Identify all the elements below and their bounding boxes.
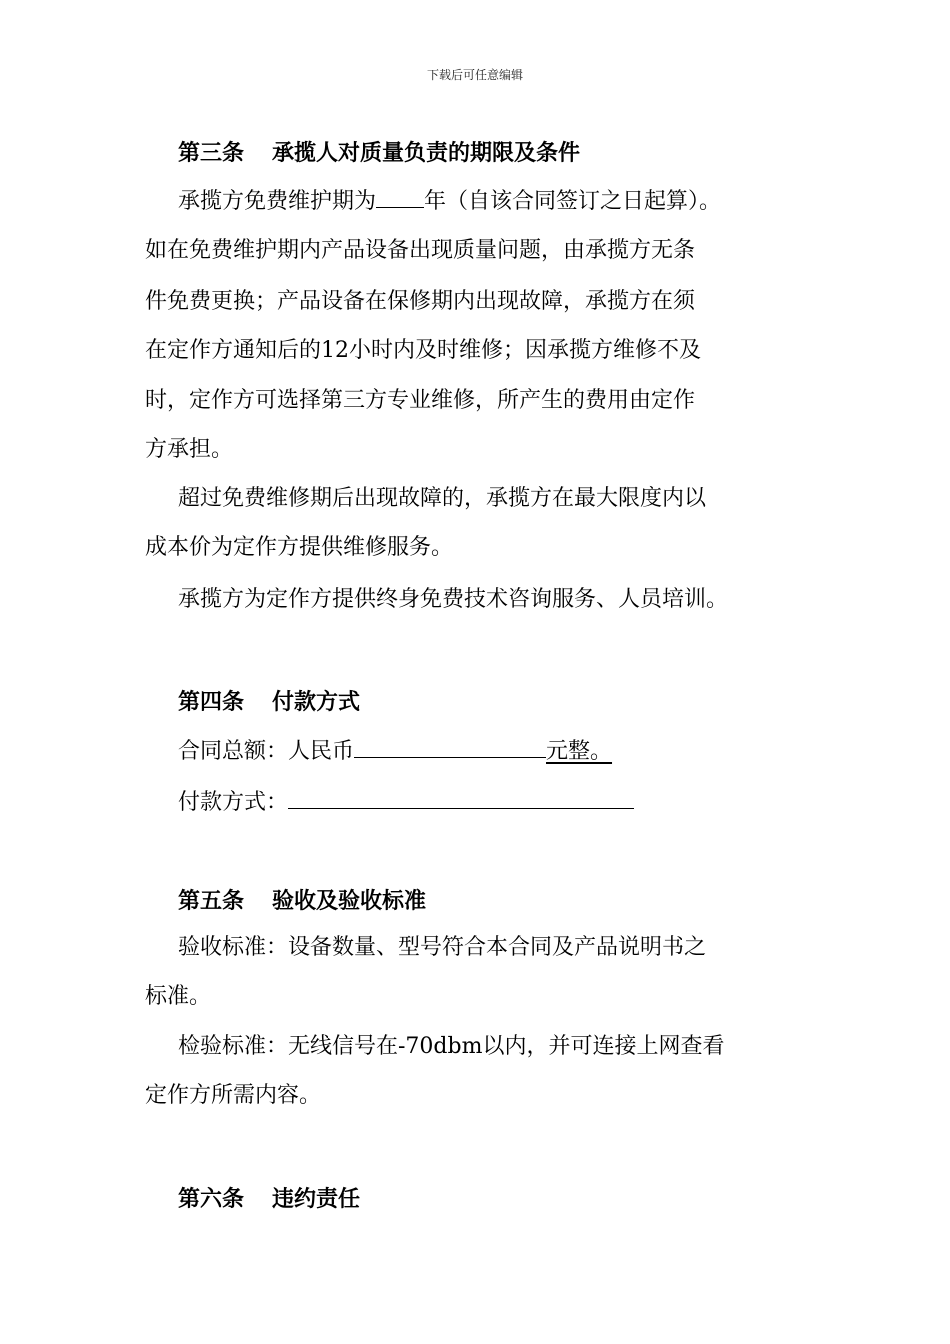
article-6-heading <box>178 1182 360 1213</box>
article-5-p2-line2: 定作方所需内容。 <box>145 1083 322 1108</box>
article-3-p2-line2: 成本价为定作方提供维修服务。 <box>145 535 454 560</box>
article-5-number: 第五条 <box>178 889 245 914</box>
article-5-p1-line1: 验收标准：设备数量、型号符合本合同及产品说明书之 <box>178 935 707 960</box>
article-4-title: 付款方式 <box>272 690 361 715</box>
contract-amount-line <box>178 735 622 767</box>
article-3-p3-line1: 承揽方为定作方提供终身免费技术咨询服务、人员培训。 <box>178 587 729 612</box>
article-3-p2-line1: 超过免费维修期后出现故障的，承揽方在最大限度内以 <box>178 486 707 511</box>
article-3-p1-line5: 时，定作方可选择第三方专业维修，所产生的费用由定作 <box>145 388 696 413</box>
article-3-heading <box>178 136 580 167</box>
payment-method-blank <box>288 786 634 809</box>
warranty-period-label: 承揽方免费维护期为 <box>178 189 377 214</box>
article-5-title: 验收及验收标准 <box>272 889 427 914</box>
article-3-p1-line1 <box>178 185 721 217</box>
article-3-p1-line2: 如在免费维护期内产品设备出现质量问题，由承揽方无条 <box>145 238 696 263</box>
payment-method-label: 付款方式： <box>178 790 289 815</box>
article-5-p1-line2: 标准。 <box>145 984 212 1009</box>
article-4-heading <box>178 685 360 716</box>
article-3-title: 承揽人对质量负责的期限及条件 <box>272 141 581 166</box>
article-6-number: 第六条 <box>178 1187 245 1212</box>
article-5-p2-line1: 检验标准：无线信号在-70dbm以内，并可连接上网查看 <box>178 1034 725 1059</box>
article-3-number: 第三条 <box>178 141 245 166</box>
payment-method-line <box>178 786 634 818</box>
article-6-title: 违约责任 <box>272 1187 361 1212</box>
contract-amount-label: 合同总额：人民币 <box>178 739 355 764</box>
contract-amount-blank <box>354 735 546 758</box>
article-3-p1-line3: 件免费更换；产品设备在保修期内出现故障，承揽方在须 <box>145 289 696 314</box>
warranty-years-blank <box>376 185 424 208</box>
article-5-heading <box>178 884 426 915</box>
article-3-p1-line4: 在定作方通知后的12小时内及时维修；因承揽方维修不及 <box>145 338 701 363</box>
article-4-number: 第四条 <box>178 690 245 715</box>
warranty-period-suffix: 年（自该合同签订之日起算）。 <box>424 189 722 214</box>
contract-amount-suffix: 元整。 <box>546 739 613 764</box>
page-header: 下载后可任意编辑 <box>426 68 523 82</box>
article-3-p1-line6: 方承担。 <box>145 437 234 462</box>
